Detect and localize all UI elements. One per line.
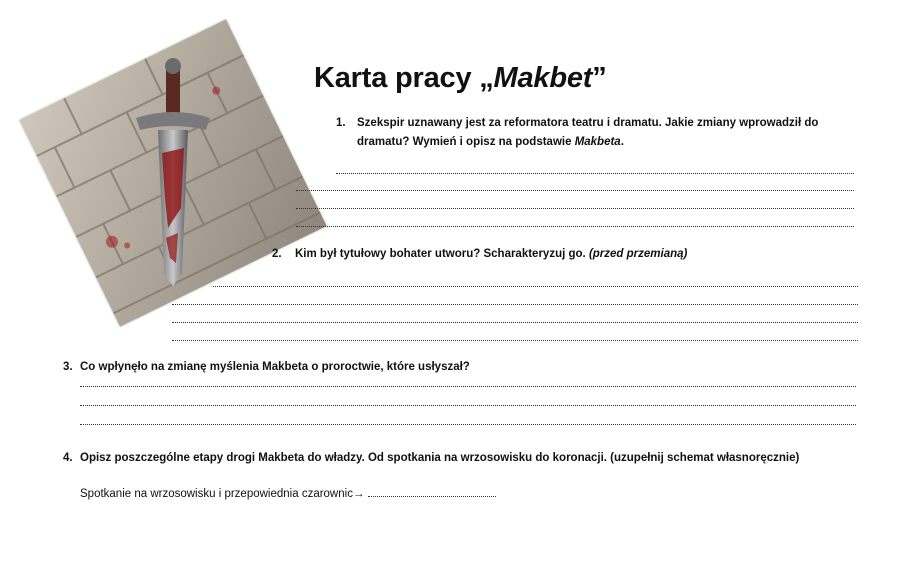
q4-schema-start [80,488,496,500]
q3-text: Co wpłynęło na zmianę myślenia Makbeta o proroctwie, które usłyszał? [80,361,470,373]
q4-start-text: Spotkanie na wrzosowisku i przepowiednia czarownic [80,488,353,500]
title-italic: Makbet [493,62,593,94]
title-prefix: Karta pracy „ [314,62,494,94]
answer-line[interactable] [368,496,496,497]
answer-line[interactable] [172,304,858,305]
answer-line[interactable] [213,286,858,287]
answer-line[interactable] [172,340,858,341]
q2-text-main: Kim był tytułowy bohater utworu? Scharakteryzuj go. [295,248,589,260]
answer-line[interactable] [296,226,854,227]
q1-line2-prefix: dramatu? Wymień i opisz na podstawie [357,136,575,148]
q1-line2 [357,136,624,148]
dagger-image [19,19,327,327]
answer-line[interactable] [172,322,858,323]
arrow-right-icon: → [352,488,365,500]
q4-number: 4. [63,452,73,464]
q4-text: Opisz poszczególne etapy drogi Makbeta do władzy. Od spotkania na wrzosowisku do koronacji. (uzupełnij schemat własnoręcznie) [80,452,800,464]
q1-line2-suffix: . [620,136,624,148]
answer-line[interactable] [80,405,856,406]
answer-line[interactable] [296,190,854,191]
answer-line[interactable] [80,386,856,387]
worksheet-title [314,62,607,95]
answer-line[interactable] [296,208,854,209]
q1-line1: Szekspir uznawany jest za reformatora teatru i dramatu. Jakie zmiany wprowadził do [357,117,819,129]
answer-line[interactable] [336,173,854,174]
q2-text-italic: (przed przemianą) [588,248,688,260]
answer-line[interactable] [80,424,856,425]
q3-number: 3. [63,361,73,373]
q2-number: 2. [272,248,282,260]
dagger-illustration [19,19,327,327]
q2-text [295,248,687,260]
q1-number: 1. [336,117,346,129]
title-suffix: ” [592,62,607,94]
q1-line2-italic: Makbeta [574,136,621,148]
